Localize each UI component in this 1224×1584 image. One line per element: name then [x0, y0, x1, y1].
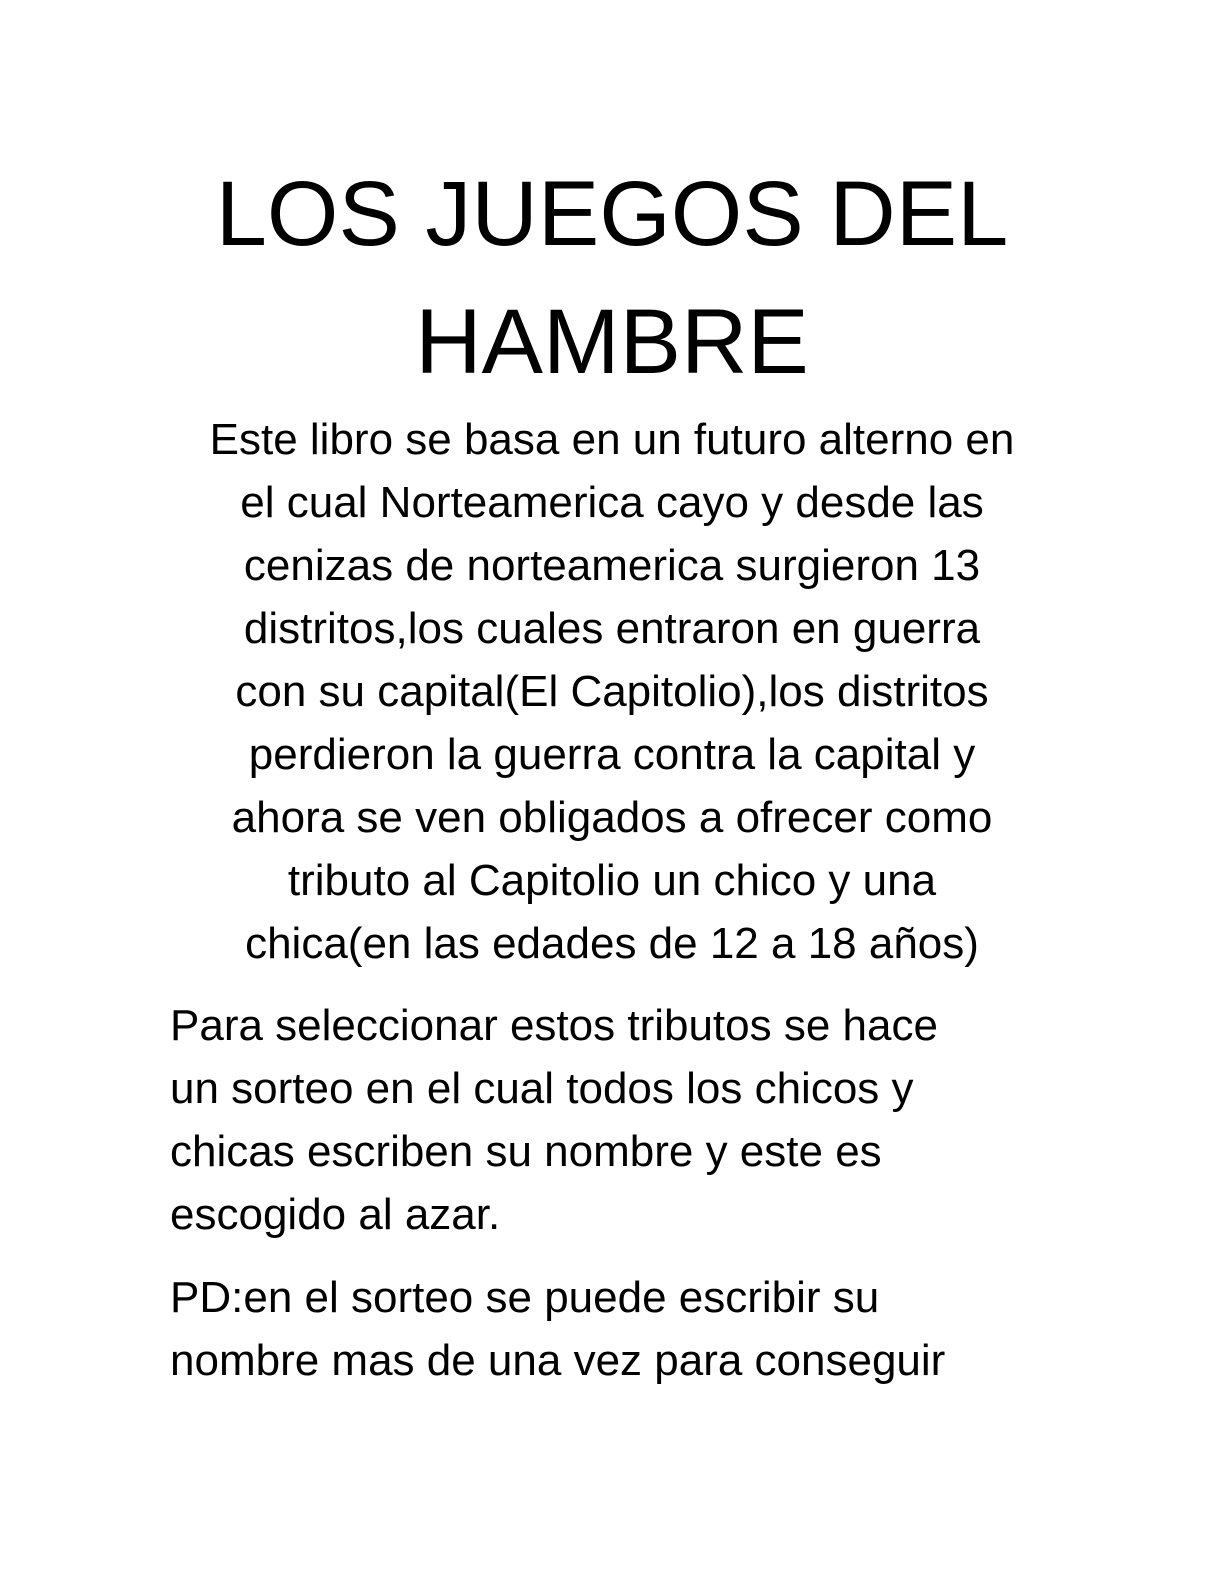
- document-title: [0, 150, 1224, 406]
- paragraph-line: tributo al Capitolio un chico y una: [287, 856, 937, 905]
- title-line: HAMBRE: [415, 291, 809, 393]
- paragraph-line: Para seleccionar estos tributos se hace: [170, 1001, 938, 1050]
- paragraph-line: cenizas de norteamerica surgieron 13: [243, 541, 981, 590]
- postscript-paragraph: [170, 1266, 1070, 1392]
- paragraph-line: nombre mas de una vez para conseguir: [170, 1336, 946, 1385]
- selection-paragraph: [170, 994, 1070, 1246]
- paragraph-line: chicas escriben su nombre y este es: [170, 1127, 882, 1176]
- paragraph-line: escogido al azar.: [170, 1190, 501, 1239]
- paragraph-line: un sorteo en el cual todos los chicos y: [170, 1064, 914, 1113]
- paragraph-line: chica(en las edades de 12 a 18 años): [245, 919, 979, 968]
- paragraph-line: ahora se ven obligados a ofrecer como: [231, 793, 993, 842]
- paragraph-line: con su capital(El Capitolio),los distritos: [235, 667, 989, 716]
- paragraph-line: el cual Norteamerica cayo y desde las: [240, 478, 984, 527]
- paragraph-line: distritos,los cuales entraron en guerra: [243, 604, 981, 653]
- intro-paragraph: [140, 408, 1084, 975]
- title-line: LOS JUEGOS DEL: [215, 163, 1009, 265]
- paragraph-line: PD:en el sorteo se puede escribir su: [170, 1273, 880, 1322]
- paragraph-line: Este libro se basa en un futuro alterno en: [209, 415, 1015, 464]
- paragraph-line: perdieron la guerra contra la capital y: [248, 730, 976, 779]
